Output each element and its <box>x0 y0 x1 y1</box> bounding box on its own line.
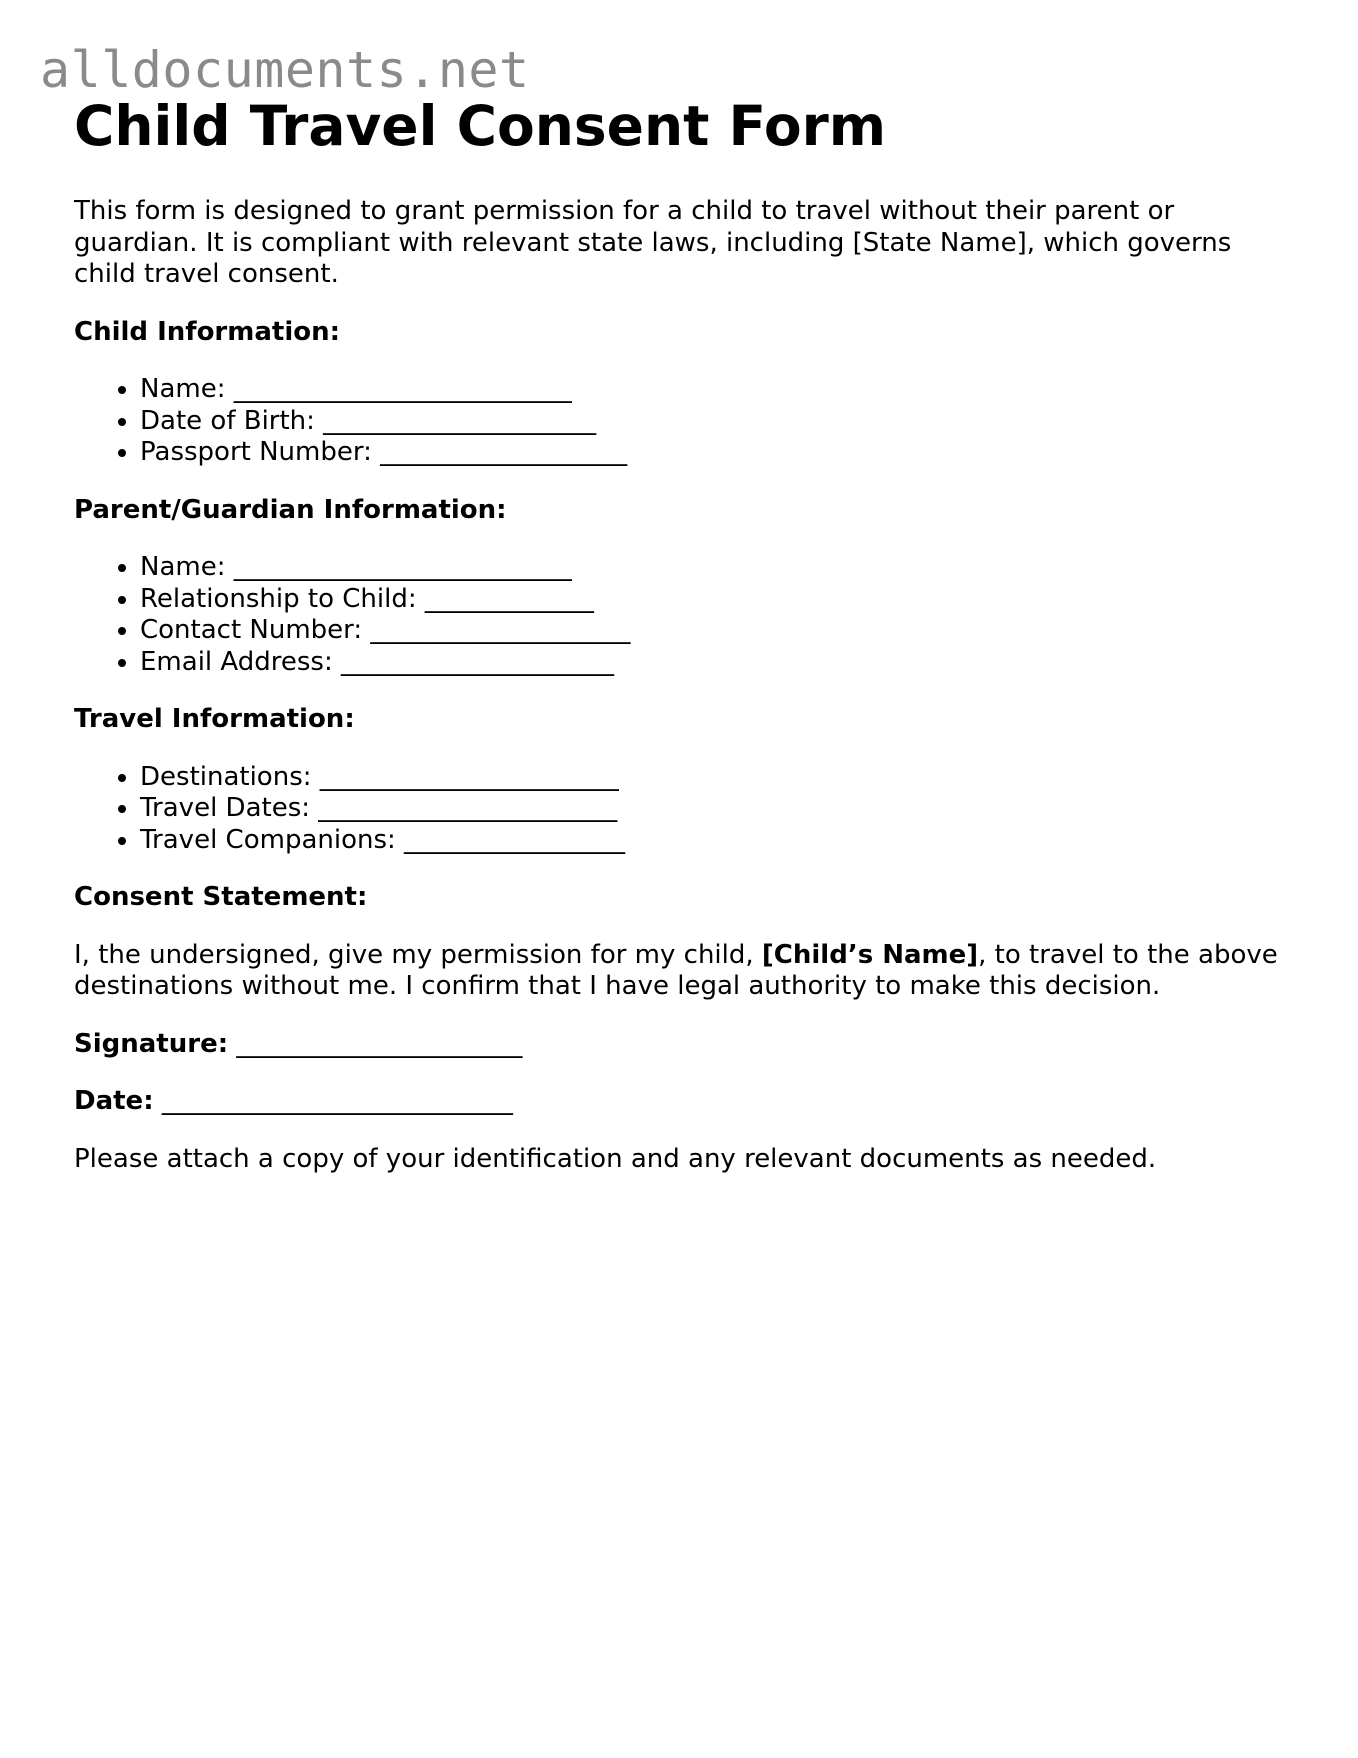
guardian-info-heading: Parent/Guardian Information: <box>74 494 507 525</box>
watermark: alldocuments.net <box>40 41 530 99</box>
travel-companions-field: • Travel Companions: _________________ <box>140 825 1284 857</box>
signature-label: Signature: <box>74 1028 229 1059</box>
date-blank: ___________________________ <box>161 1086 513 1116</box>
page-title: Child Travel Consent Form <box>74 94 887 158</box>
date-label: Date: <box>74 1086 154 1116</box>
date-line <box>74 1086 1284 1118</box>
guardian-info-list <box>74 552 1284 678</box>
signature-line <box>74 1029 1284 1061</box>
consent-text-before: I, the undersigned, give my permission for my child, <box>74 939 762 970</box>
intro-paragraph: This form is designed to grant permission for a child to travel without their parent or guardian. It is compliant with relevant state laws, including [State Name], which governs child travel consent. <box>74 196 1232 289</box>
guardian-email-field: • Email Address: _____________________ <box>140 647 1284 679</box>
signature-blank: ______________________ <box>236 1028 523 1059</box>
guardian-name-field: • Name: __________________________ <box>140 552 1284 584</box>
child-name-placeholder: [Child’s Name] <box>761 939 979 970</box>
child-passport-field: • Passport Number: ___________________ <box>140 437 1284 469</box>
guardian-relationship-field: • Relationship to Child: _____________ <box>140 584 1284 616</box>
travel-info-heading: Travel Information: <box>74 704 355 734</box>
child-info-list <box>74 374 1284 469</box>
consent-heading: Consent Statement: <box>74 882 368 912</box>
child-info-heading: Child Information: <box>74 316 341 347</box>
travel-dates-field: • Travel Dates: _______________________ <box>140 793 1284 825</box>
destinations-field: • Destinations: _______________________ <box>140 762 1284 794</box>
document-page <box>74 90 1284 1175</box>
guardian-contact-field: • Contact Number: ____________________ <box>140 615 1284 647</box>
attachment-note: Please attach a copy of your identification and any relevant documents as needed. <box>74 1143 1157 1174</box>
child-dob-field: • Date of Birth: _____________________ <box>140 406 1284 438</box>
child-name-field: • Name: __________________________ <box>140 374 1284 406</box>
consent-statement <box>74 940 1284 1003</box>
consent-text-after: , to travel to the above destinations without me. I confirm that I have legal authority to make this decision. <box>74 939 1278 1001</box>
travel-info-list <box>74 762 1284 857</box>
